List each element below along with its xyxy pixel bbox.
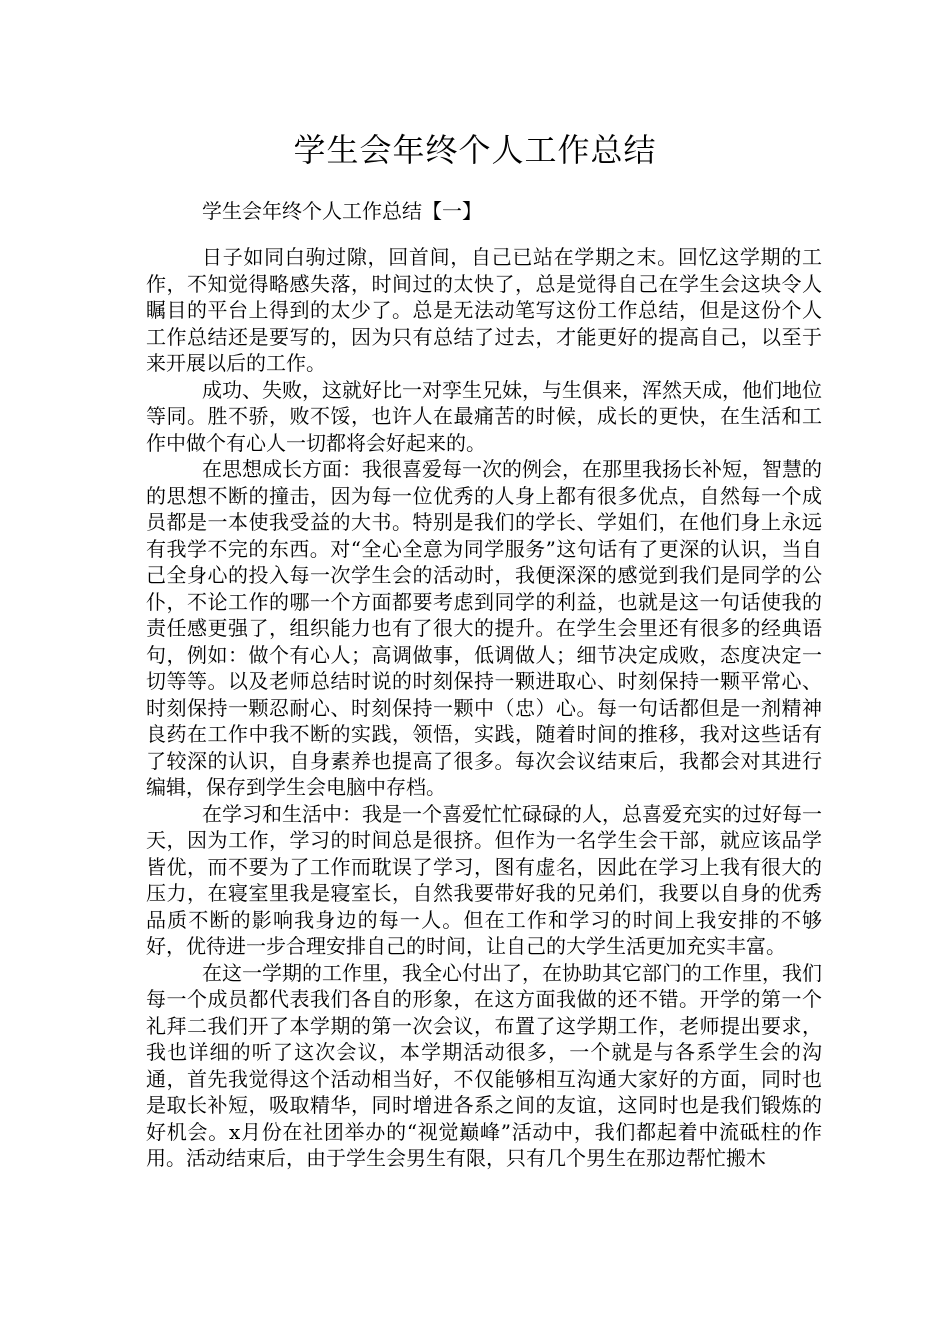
document-body: [146, 244, 822, 1172]
paragraph: 在思想成长方面：我很喜爱每一次的例会，在那里我扬长补短，智慧的的思想不断的撞击，因为每一位优秀的人身上都有很多优点，自然每一个成员都是一本使我受益的大书。特别是我们的学长、学姐们，在他们身上永远有我学不完的东西。对“全心全意为同学服务”这句话有了更深的认识，当自己全身心的投入每一次学生会的活动时，我便深深的感觉到我们是同学的公仆，不论工作的哪一个方面都要考虑到同学的利益，也就是这一句话使我的责任感更强了，组织能力也有了很大的提升。在学生会里还有很多的经典语句，例如：做个有心人；高调做事，低调做人；细节决定成败，态度决定一切等等。以及老师总结时说的时刻保持一颗进取心、时刻保持一颗平常心、时刻保持一颗忍耐心、时刻保持一颗中（忠）心。每一句话都但是一剂精神良药在工作中我不断的实践，领悟，实践，随着时间的推移，我对这些话有了较深的认识，自身素养也提高了很多。每次会议结束后，我都会对其进行编辑，保存到学生会电脑中存档。: [146, 457, 822, 799]
document-title: 学生会年终个人工作总结: [293, 131, 657, 169]
paragraph: 在这一学期的工作里，我全心付出了，在协助其它部门的工作里，我们每一个成员都代表我们各自的形象，在这方面我做的还不错。开学的第一个礼拜二我们开了本学期的第一次会议，布置了这学期工作，老师提出要求，我也详细的听了这次会议，本学期活动很多，一个就是与各系学生会的沟通，首先我觉得这个活动相当好，不仅能够相互沟通大家好的方面，同时也是取长补短，吸取精华，同时增进各系之间的友谊，这同时也是我们锻炼的好机会。x月份在社团举办的“视觉巅峰”活动中，我们都起着中流砥柱的作用。活动结束后，由于学生会男生有限，只有几个男生在那边帮忙搬木: [146, 960, 822, 1170]
section-heading: 学生会年终个人工作总结【一】: [202, 199, 482, 223]
paragraph: 日子如同白驹过隙，回首间，自己已站在学期之末。回忆这学期的工作，不知觉得略感失落，时间过的太快了，总是觉得自己在学生会这块令人瞩目的平台上得到的太少了。总是无法动笔写这份工作总结，但是这份个人工作总结还是要写的，因为只有总结了过去，才能更好的提高自己，以至于来开展以后的工作。: [146, 245, 822, 375]
paragraph: 成功、失败，这就好比一对孪生兄妹，与生俱来，浑然天成，他们地位等同。胜不骄，败不馁，也许人在最痛苦的时候，成长的更快，在生活和工作中做个有心人一切都将会好起来的。: [146, 377, 822, 455]
paragraph: 在学习和生活中：我是一个喜爱忙忙碌碌的人，总喜爱充实的过好每一天，因为工作，学习的时间总是很挤。但作为一名学生会干部，就应该品学皆优，而不要为了工作而耽误了学习，图有虚名，因此在学习上我有很大的压力，在寝室里我是寝室长，自然我要带好我的兄弟们，我要以自身的优秀品质不断的影响我身边的每一人。但在工作和学习的时间上我安排的不够好，优待进一步合理安排自己的时间，让自己的大学生活更加充实丰富。: [146, 801, 822, 958]
